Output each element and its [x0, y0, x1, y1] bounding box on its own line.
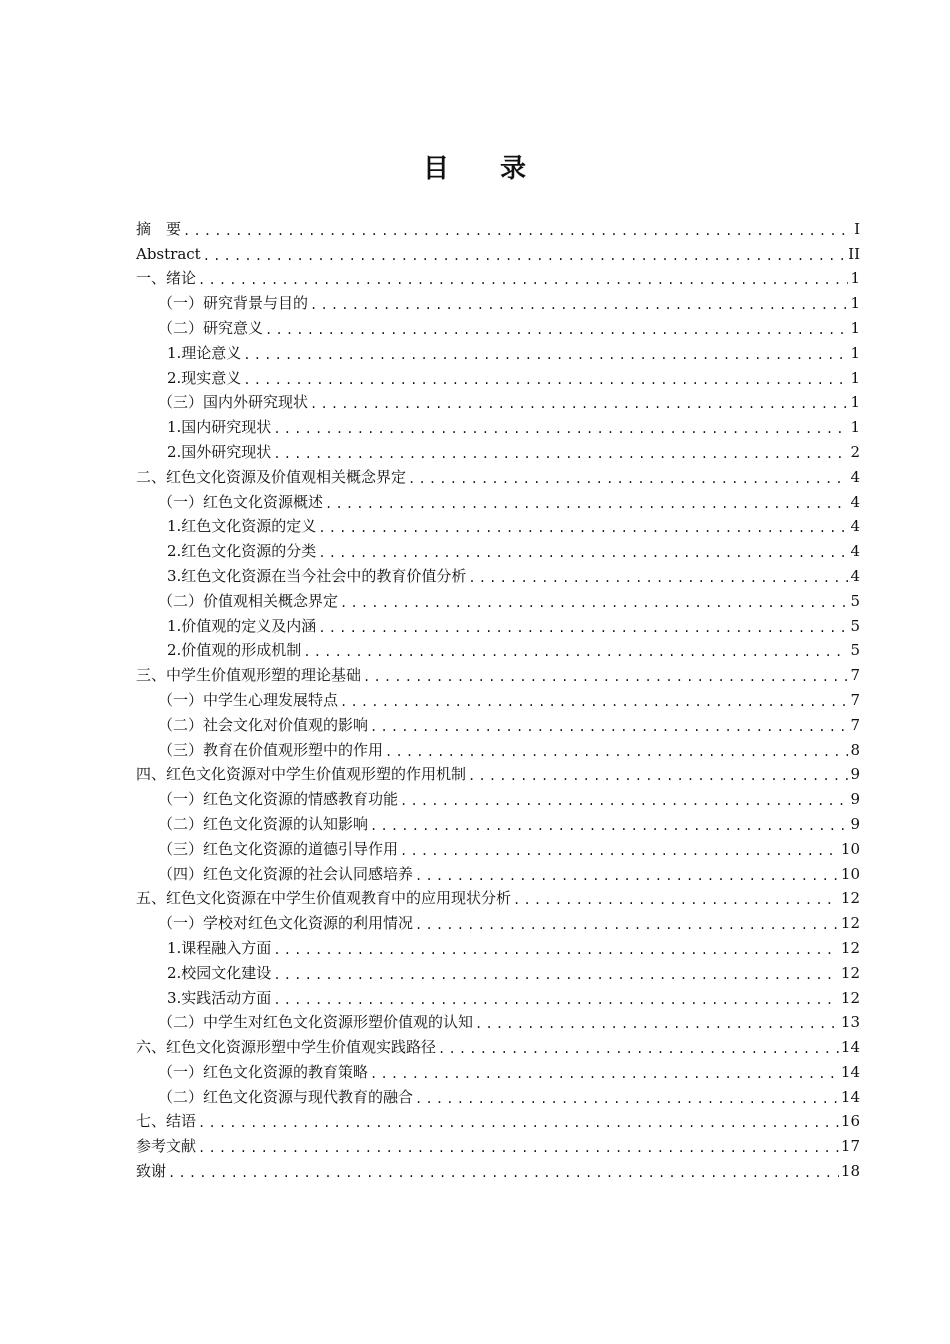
dot-leader — [310, 299, 848, 311]
toc-entry-page: 18 — [840, 1162, 860, 1181]
toc-entry-title: 六、红色文化资源形塑中学生价值观实践路径 — [136, 1038, 437, 1057]
toc-entry-title: 1.红色文化资源的定义 — [167, 517, 317, 536]
dot-leader — [318, 622, 848, 634]
toc-entry-page: 16 — [840, 1112, 860, 1131]
toc-entry[interactable] — [136, 609, 860, 634]
toc-entry-page: 17 — [840, 1137, 860, 1156]
toc-entry[interactable] — [136, 832, 860, 857]
toc-entry-title: 3.红色文化资源在当今社会中的教育价值分析 — [167, 566, 467, 585]
toc-entry-page: 8 — [850, 740, 860, 759]
dot-leader — [273, 423, 848, 435]
dot-leader — [438, 1043, 839, 1055]
toc-entry[interactable] — [136, 931, 860, 956]
toc-entry[interactable] — [136, 1154, 860, 1179]
toc-entry-page: 1 — [850, 418, 860, 437]
toc-entry-title: （二）中学生对红色文化资源形塑价值观的认知 — [158, 1013, 474, 1032]
toc-entry-title: 1.价值观的定义及内涵 — [167, 616, 317, 635]
dot-leader — [400, 845, 839, 857]
dot-leader — [310, 398, 848, 410]
toc-entry-title: Abstract — [136, 244, 201, 263]
toc-entry-title: 致谢 — [136, 1162, 167, 1181]
toc-entry-title: 四、红色文化资源对中学生价值观形塑的作用机制 — [136, 765, 467, 784]
toc-entry-title: 2.现实意义 — [167, 368, 242, 387]
toc-entry[interactable] — [136, 981, 860, 1006]
dot-leader — [318, 522, 848, 534]
toc-entry-title: 2.价值观的形成机制 — [167, 641, 302, 660]
title-char-1: 目 — [422, 154, 450, 184]
toc-entry[interactable] — [136, 708, 860, 733]
toc-entry[interactable] — [136, 807, 860, 832]
dot-leader — [198, 1117, 839, 1129]
dot-leader — [468, 770, 848, 782]
toc-entry-page: 4 — [850, 566, 860, 585]
page-title — [0, 148, 950, 185]
toc-entry-title: 1.国内研究现状 — [167, 418, 272, 437]
toc-entry[interactable] — [136, 584, 860, 609]
toc-entry[interactable] — [136, 1030, 860, 1055]
toc-entry-page: 7 — [850, 666, 860, 685]
toc-entry-page: 1 — [850, 269, 860, 288]
toc-entry-page: 12 — [840, 963, 860, 982]
toc-entry-title: （三）红色文化资源的道德引导作用 — [158, 839, 399, 858]
dot-leader — [273, 994, 839, 1006]
toc-entry-title: 三、中学生价值观形塑的理论基础 — [136, 666, 362, 685]
toc-entry[interactable] — [136, 758, 860, 783]
toc-entry-page: 2 — [850, 442, 860, 461]
toc-entry-title: 3.实践活动方面 — [167, 988, 272, 1007]
toc-entry-title: （三）国内外研究现状 — [158, 393, 309, 412]
toc-entry[interactable] — [136, 336, 860, 361]
toc-entry[interactable] — [136, 1055, 860, 1080]
toc-entry-page: 1 — [850, 318, 860, 337]
toc-entry-title: 五、红色文化资源在中学生价值观教育中的应用现状分析 — [136, 889, 512, 908]
toc-entry-page: 9 — [850, 765, 860, 784]
toc-entry-title: （一）红色文化资源概述 — [158, 492, 324, 511]
dot-leader — [303, 646, 848, 658]
toc-entry-page: 1 — [850, 294, 860, 313]
toc-entry-title: 参考文献 — [136, 1137, 197, 1156]
toc-entry-page: 4 — [850, 492, 860, 511]
toc-entry-page: 7 — [850, 715, 860, 734]
toc-entry[interactable] — [136, 510, 860, 535]
toc-entry[interactable] — [136, 559, 860, 584]
toc-entry[interactable] — [136, 1129, 860, 1154]
toc-entry-page: 5 — [850, 616, 860, 635]
dot-leader — [370, 721, 848, 733]
dot-leader — [408, 473, 848, 485]
toc-entry-page: 12 — [840, 938, 860, 957]
toc-entry-title: （二）价值观相关概念界定 — [158, 591, 339, 610]
dot-leader — [415, 919, 839, 931]
toc-entry-title: （一）研究背景与目的 — [158, 294, 309, 313]
dot-leader — [273, 448, 848, 460]
toc-entry[interactable] — [136, 534, 860, 559]
toc-entry[interactable] — [136, 361, 860, 386]
toc-entry[interactable] — [136, 386, 860, 411]
toc-entry-page: II — [848, 244, 860, 263]
dot-leader — [370, 820, 848, 832]
toc-entry-title: 摘 要 — [136, 219, 182, 238]
dot-leader — [198, 1142, 839, 1154]
toc-entry[interactable] — [136, 906, 860, 931]
dot-leader — [475, 1018, 839, 1030]
dot-leader — [265, 324, 848, 336]
toc-entry[interactable] — [136, 956, 860, 981]
dot-leader — [273, 969, 839, 981]
toc-entry-page: 14 — [840, 1038, 860, 1057]
toc-entry-page: 13 — [840, 1013, 860, 1032]
toc-entry-title: 七、结语 — [136, 1112, 197, 1131]
dot-leader — [198, 274, 848, 286]
toc-entry-title: （三）教育在价值观形塑中的作用 — [158, 740, 384, 759]
toc-entry[interactable] — [136, 634, 860, 659]
toc-entry-page: 14 — [840, 1087, 860, 1106]
title-char-2: 录 — [500, 154, 528, 184]
toc-entry[interactable] — [136, 286, 860, 311]
toc-entry-title: （二）红色文化资源的认知影响 — [158, 814, 369, 833]
dot-leader — [513, 894, 839, 906]
dot-leader — [370, 1068, 839, 1080]
toc-entry-page: 5 — [850, 641, 860, 660]
toc-entry-page: 12 — [840, 988, 860, 1007]
toc-entry-page: 12 — [840, 914, 860, 933]
dot-leader — [325, 498, 848, 510]
toc-entry-page: 1 — [850, 368, 860, 387]
toc-entry-title: （一）红色文化资源的情感教育功能 — [158, 790, 399, 809]
toc-entry-page: 4 — [850, 467, 860, 486]
toc-entry-page: 1 — [850, 393, 860, 412]
toc-entry-page: 9 — [850, 790, 860, 809]
toc-entry[interactable] — [136, 410, 860, 435]
dot-leader — [385, 746, 848, 758]
dot-leader — [203, 250, 846, 262]
dot-leader — [363, 671, 848, 683]
dot-leader — [400, 795, 848, 807]
toc-entry[interactable] — [136, 882, 860, 907]
toc-entry-page: 7 — [850, 690, 860, 709]
dot-leader — [183, 225, 852, 237]
dot-leader — [468, 572, 848, 584]
toc-entry-title: 1.课程融入方面 — [167, 938, 272, 957]
dot-leader — [273, 944, 839, 956]
toc-entry-page: 12 — [840, 889, 860, 908]
dot-leader — [318, 547, 848, 559]
toc-entry[interactable] — [136, 311, 860, 336]
toc-entry-title: 一、绪论 — [136, 269, 197, 288]
toc-entry[interactable] — [136, 460, 860, 485]
toc-entry-page: 1 — [850, 343, 860, 362]
toc-entry[interactable] — [136, 1105, 860, 1130]
toc-entry-title: 二、红色文化资源及价值观相关概念界定 — [136, 467, 407, 486]
toc-entry-title: 2.红色文化资源的分类 — [167, 542, 317, 561]
toc-entry[interactable] — [136, 1006, 860, 1031]
dot-leader — [340, 696, 848, 708]
toc-entry-title: 2.校园文化建设 — [167, 963, 272, 982]
toc-entry[interactable] — [136, 658, 860, 683]
toc-entry-title: （二）社会文化对价值观的影响 — [158, 715, 369, 734]
toc-entry-title: （一）学校对红色文化资源的利用情况 — [158, 914, 414, 933]
toc-entry-page: 4 — [850, 517, 860, 536]
dot-leader — [415, 1093, 839, 1105]
dot-leader — [243, 349, 848, 361]
toc-entry-title: 1.理论意义 — [167, 343, 242, 362]
toc-entry[interactable] — [136, 1080, 860, 1105]
toc-entry[interactable] — [136, 782, 860, 807]
toc-entry-title: （二）研究意义 — [158, 318, 264, 337]
toc-entry-title: （一）红色文化资源的教育策略 — [158, 1062, 369, 1081]
dot-leader — [340, 597, 848, 609]
toc-entry-title: （四）红色文化资源的社会认同感培养 — [158, 864, 414, 883]
toc-entry-page: 5 — [850, 591, 860, 610]
toc-entry[interactable] — [136, 683, 860, 708]
dot-leader — [415, 870, 839, 882]
toc-entry-page: 10 — [840, 839, 860, 858]
dot-leader — [168, 1167, 839, 1179]
toc-entry-page: 4 — [850, 542, 860, 561]
toc-entry-page: 10 — [840, 864, 860, 883]
toc-entry-title: （二）红色文化资源与现代教育的融合 — [158, 1087, 414, 1106]
toc-entry[interactable] — [136, 485, 860, 510]
toc-entry[interactable] — [136, 733, 860, 758]
toc-entry-title: （一）中学生心理发展特点 — [158, 690, 339, 709]
table-of-contents — [136, 212, 860, 1179]
toc-entry[interactable] — [136, 212, 860, 237]
toc-entry-page: I — [854, 219, 860, 238]
toc-entry[interactable] — [136, 262, 860, 287]
toc-entry-title: 2.国外研究现状 — [167, 442, 272, 461]
toc-entry-page: 14 — [840, 1062, 860, 1081]
toc-entry[interactable] — [136, 857, 860, 882]
toc-entry[interactable] — [136, 237, 860, 262]
toc-entry[interactable] — [136, 435, 860, 460]
toc-entry-page: 9 — [850, 814, 860, 833]
dot-leader — [243, 374, 848, 386]
